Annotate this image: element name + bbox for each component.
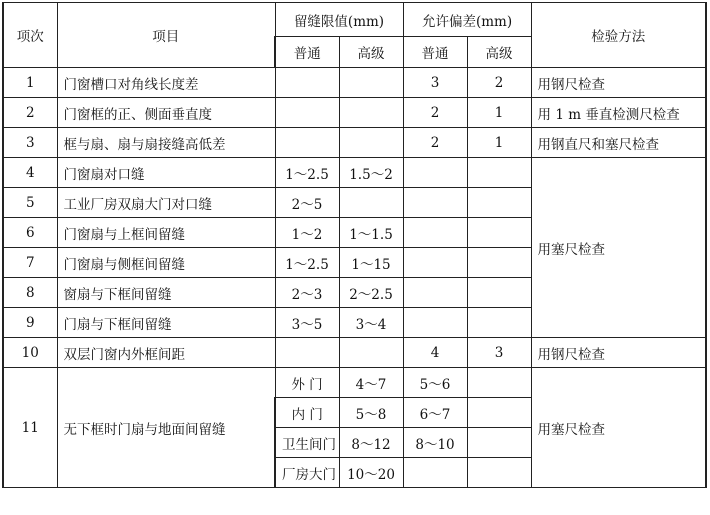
row-tol-normal: 3 [403,68,467,98]
row-tol-normal [403,158,467,188]
row-tol-advanced [467,158,531,188]
row11-sub-tol-normal [403,458,467,488]
row-tol-advanced [467,188,531,218]
row-no: 1 [3,68,57,98]
row-item: 框与扇、扇与扇接缝高低差 [57,128,275,158]
row-method: 用钢直尺和塞尺检查 [531,128,706,158]
table-row [3,128,706,158]
row-tol-normal [403,278,467,308]
row11-sub-tol-normal: 8～10 [403,428,467,458]
spec-table [2,2,707,488]
row-gap-normal: 3～5 [275,308,339,338]
row-gap-normal: 1～2.5 [275,158,339,188]
row-no: 2 [3,98,57,128]
row-method: 用钢尺检查 [531,68,706,98]
row-method: 用 1 m 垂直检测尺检查 [531,98,706,128]
header-tol-normal: 普通 [403,37,467,68]
row11-sub-gap-advanced: 10～20 [339,458,403,488]
row-tol-normal [403,308,467,338]
header-row-1 [3,3,706,37]
row-item: 门窗槽口对角线长度差 [57,68,275,98]
row-no: 7 [3,248,57,278]
header-tolerance: 允许偏差(mm) [403,3,531,37]
row-tol-advanced: 3 [467,338,531,368]
header-tol-advanced: 高级 [467,37,531,68]
row-gap-normal [275,128,339,158]
table-row [3,158,706,188]
row-item: 门窗扇与上框间留缝 [57,218,275,248]
row11-sub-tol-advanced [467,458,531,488]
row-item: 门扇与下框间留缝 [57,308,275,338]
row-gap-normal [275,98,339,128]
row-no: 11 [3,368,57,488]
header-no: 项次 [3,3,57,68]
row-no: 3 [3,128,57,158]
row-item: 门窗框的正、侧面垂直度 [57,98,275,128]
row-gap-advanced [339,128,403,158]
row11-method: 用塞尺检查 [531,368,706,488]
row-gap-advanced: 1.5～2 [339,158,403,188]
row11-sub-tol-advanced [467,368,531,398]
table-row [3,368,706,398]
row11-sub-label: 内 门 [275,398,339,428]
row11-sub-tol-normal: 6～7 [403,398,467,428]
row-no: 4 [3,158,57,188]
row-gap-normal [275,338,339,368]
header-method: 检验方法 [531,3,706,68]
row11-sub-label: 卫生间门 [275,428,339,458]
header-gap-normal: 普通 [275,37,339,68]
row11-sub-gap-advanced: 8～12 [339,428,403,458]
row-item: 窗扇与下框间留缝 [57,278,275,308]
row-no: 8 [3,278,57,308]
row11-sub-tol-normal: 5～6 [403,368,467,398]
row-gap-normal: 1～2 [275,218,339,248]
table-row [3,68,706,98]
row-gap-advanced: 1～15 [339,248,403,278]
row11-sub-label: 外 门 [275,368,339,398]
row-no: 5 [3,188,57,218]
row-tol-normal [403,218,467,248]
header-gap-advanced: 高级 [339,37,403,68]
header-item: 项目 [57,3,275,68]
row-gap-advanced [339,188,403,218]
row-item: 无下框时门扇与地面间留缝 [57,368,275,488]
row-tol-normal: 2 [403,128,467,158]
header-gap-limit: 留缝限值(mm) [275,3,403,37]
group-method-4-9: 用塞尺检查 [531,158,706,338]
table-row [3,98,706,128]
row-tol-advanced [467,278,531,308]
row11-sub-tol-advanced [467,428,531,458]
row-gap-normal [275,68,339,98]
row-no: 6 [3,218,57,248]
row-gap-advanced: 3～4 [339,308,403,338]
row-item: 工业厂房双扇大门对口缝 [57,188,275,218]
row-gap-advanced [339,68,403,98]
row11-sub-tol-advanced [467,398,531,428]
row-gap-advanced [339,338,403,368]
row-tol-normal [403,188,467,218]
row-gap-normal: 2～5 [275,188,339,218]
row-gap-advanced [339,98,403,128]
row-tol-normal: 2 [403,98,467,128]
row-gap-normal: 2～3 [275,278,339,308]
row-gap-advanced: 2～2.5 [339,278,403,308]
row11-sub-gap-advanced: 5～8 [339,398,403,428]
row-tol-advanced: 1 [467,98,531,128]
row-no: 9 [3,308,57,338]
row-tol-normal: 4 [403,338,467,368]
row-item: 门窗扇对口缝 [57,158,275,188]
table-row [3,338,706,368]
row-item: 门窗扇与侧框间留缝 [57,248,275,278]
row-tol-advanced: 1 [467,128,531,158]
row-tol-normal [403,248,467,278]
row-item: 双层门窗内外框间距 [57,338,275,368]
row11-sub-label: 厂房大门 [275,458,339,488]
row-gap-normal: 1～2.5 [275,248,339,278]
row-no: 10 [3,338,57,368]
row-tol-advanced [467,308,531,338]
row-tol-advanced: 2 [467,68,531,98]
row11-sub-gap-advanced: 4～7 [339,368,403,398]
row-gap-advanced: 1～1.5 [339,218,403,248]
row-tol-advanced [467,248,531,278]
row-tol-advanced [467,218,531,248]
row-method: 用钢尺检查 [531,338,706,368]
